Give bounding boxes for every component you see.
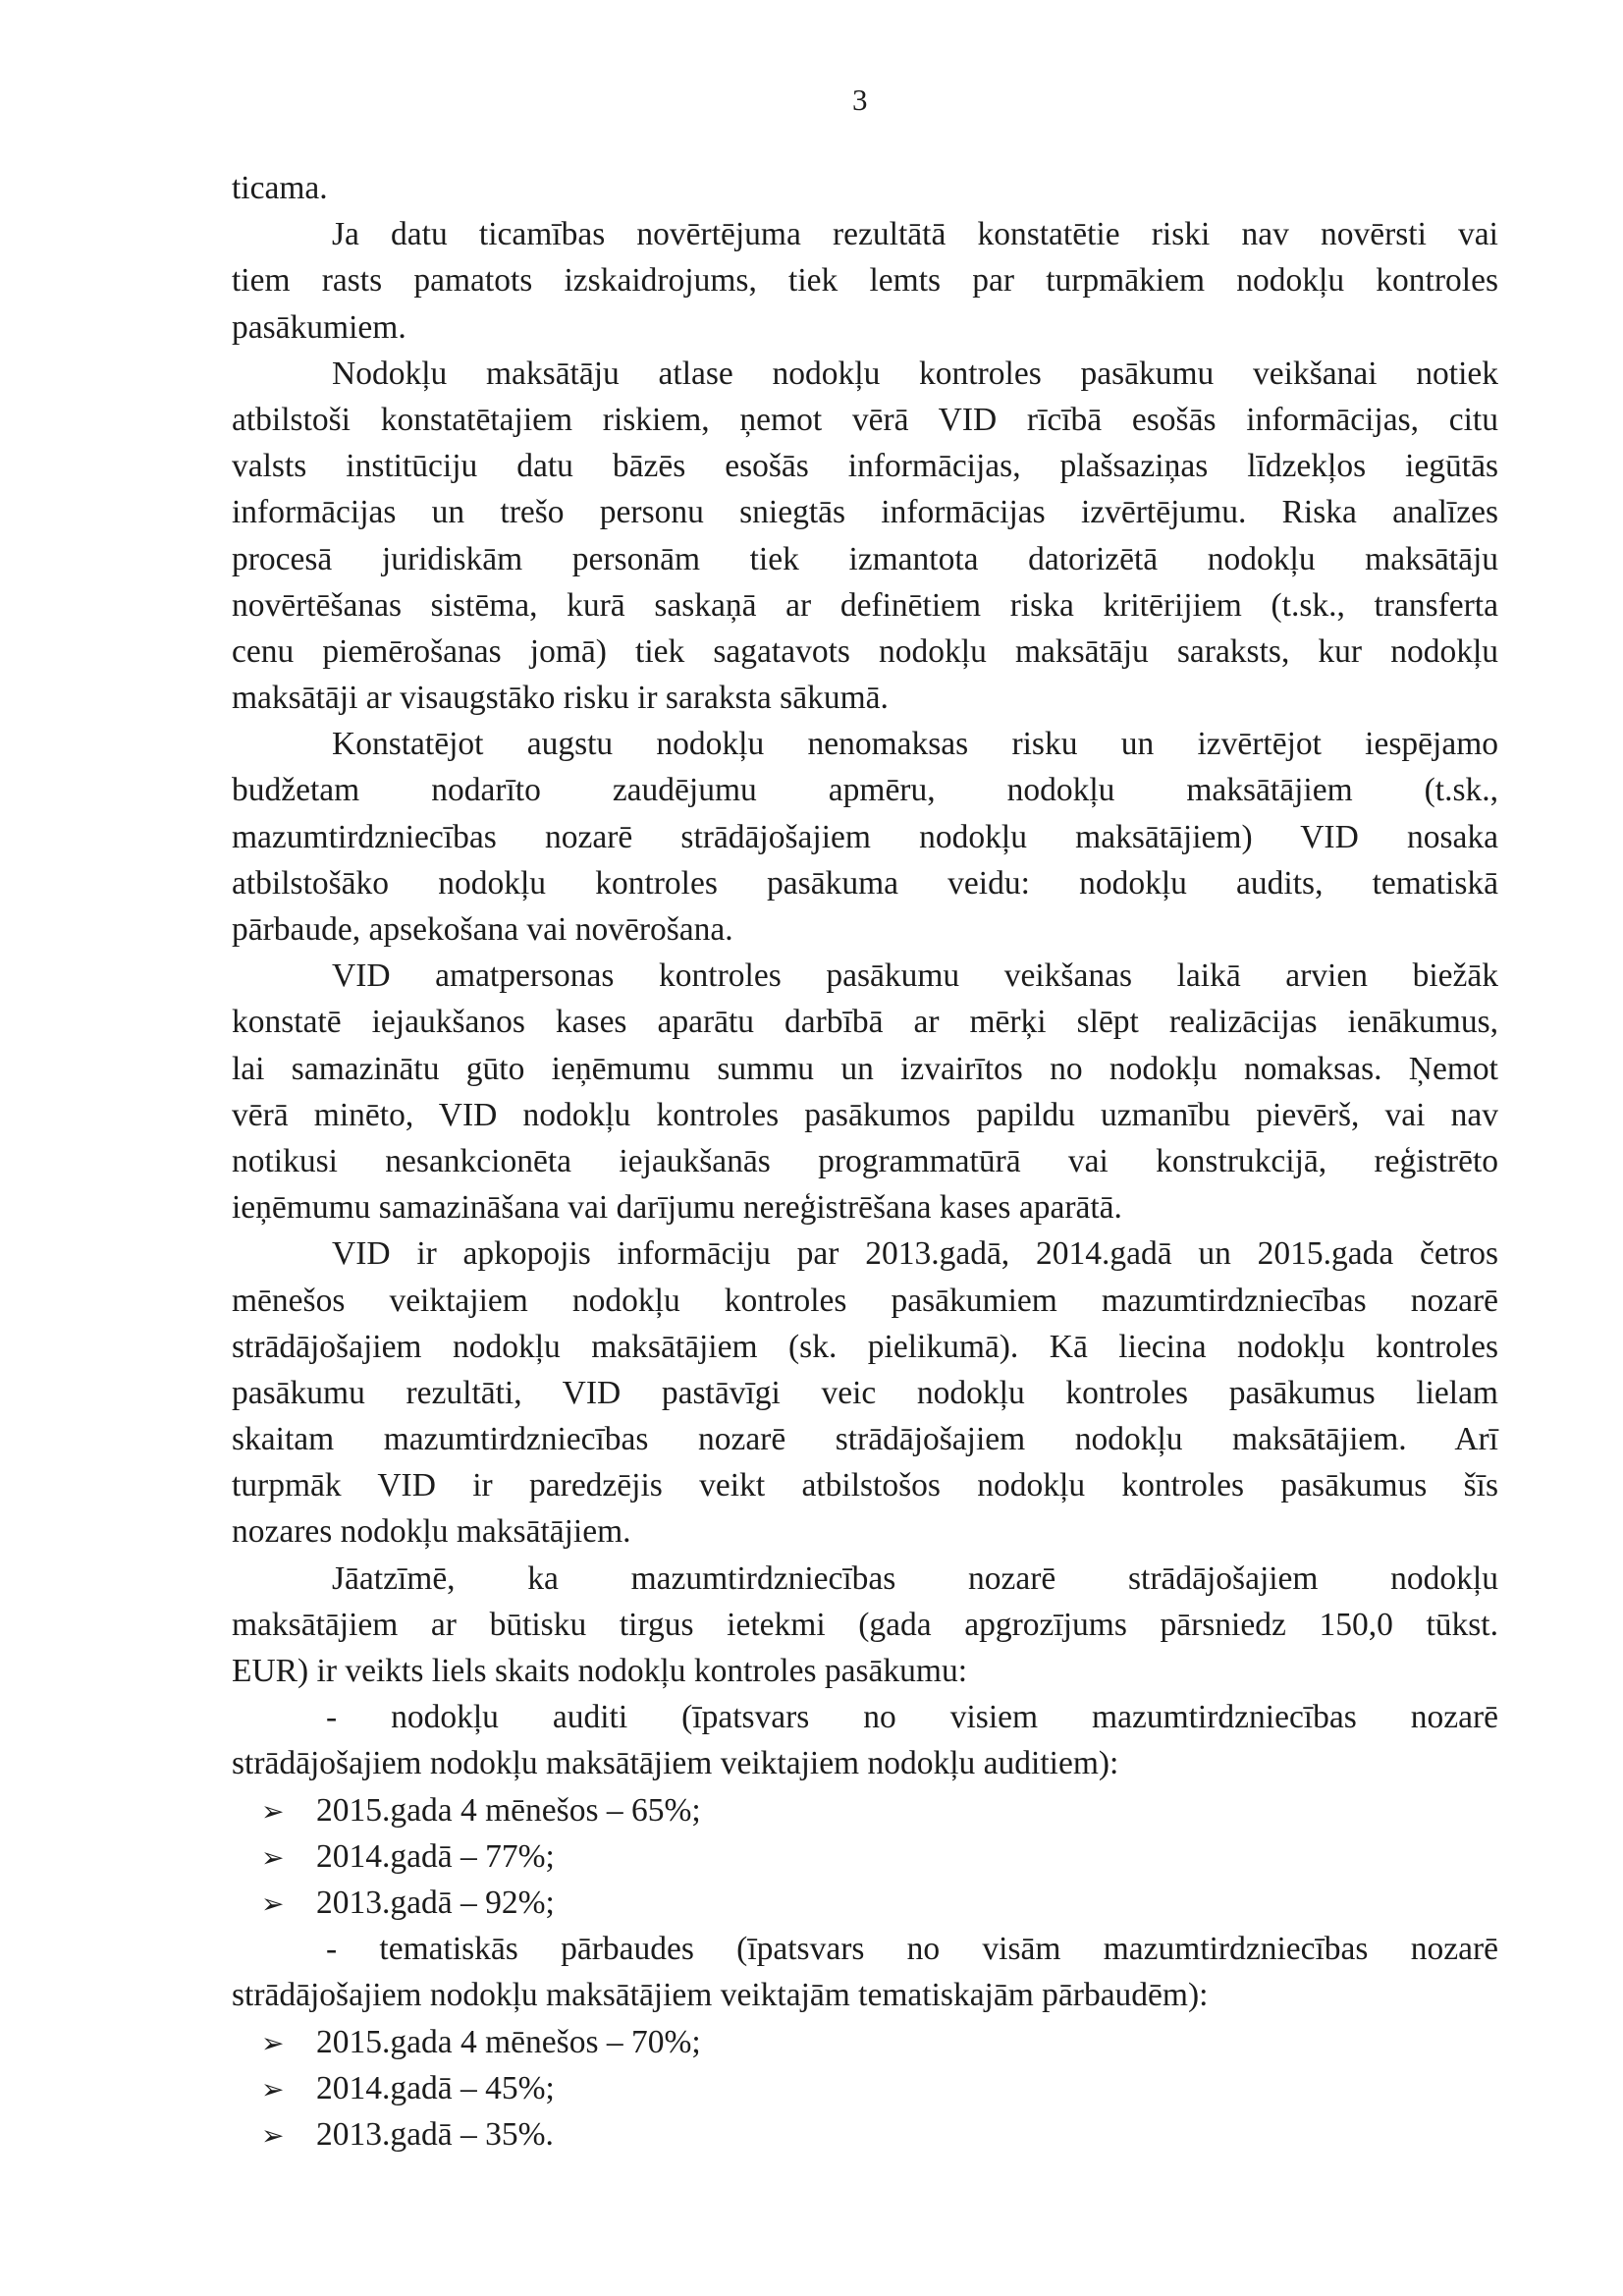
paragraph-line: pārbaude, apsekošana vai novērošana. <box>232 911 733 948</box>
paragraph-line: Ja datu ticamības novērtējuma rezultātā konstatētie riski nav novērsti vai <box>332 216 1498 253</box>
list-item <box>232 2019 1498 2065</box>
list-item-text: 2013.gadā – 92%; <box>316 1884 555 1921</box>
paragraph-line: vērā minēto, VID nodokļu kontroles pasākumos papildu uzmanību pievērš, vai nav <box>232 1096 1498 1133</box>
paragraph-line: novērtēšanas sistēma, kurā saskaņā ar definētiem riska kritērijiem (t.sk., transferta <box>232 586 1498 624</box>
paragraph-line: skaitam mazumtirdzniecības nozarē strādājošajiem nodokļu maksātājiem. Arī <box>232 1421 1498 1458</box>
list-intro-line: strādājošajiem nodokļu maksātājiem veiktajām tematiskajām pārbaudēm): <box>232 1977 1209 2014</box>
paragraph-line: mazumtirdzniecības nozarē strādājošajiem nodokļu maksātājiem) VID nosaka <box>232 818 1498 855</box>
paragraph-line: maksātāji ar visaugstāko risku ir saraksta sākumā. <box>232 680 889 717</box>
paragraph-line: ticama. <box>232 170 328 206</box>
paragraph-line: budžetam nodarīto zaudējumu apmēru, nodokļu maksātājiem (t.sk., <box>232 772 1498 809</box>
list-item <box>232 1787 1498 1833</box>
paragraph-line: Nodokļu maksātāju atlase nodokļu kontroles pasākumu veikšanai notiek <box>332 355 1498 392</box>
list-item <box>232 1833 1498 1880</box>
paragraph-line: pasākumiem. <box>232 308 406 346</box>
paragraph-line: pasākumu rezultāti, VID pastāvīgi veic nodokļu kontroles pasākumus lielam <box>232 1374 1498 1411</box>
paragraph-line: ieņēmumu samazināšana vai darījumu nereģistrēšana kases aparātā. <box>232 1189 1122 1227</box>
paragraph-line: valsts institūciju datu bāzēs esošās informācijas, plašsaziņas līdzekļos iegūtās <box>232 448 1498 485</box>
paragraph-line: EUR) ir veikts liels skaits nodokļu kontroles pasākumu: <box>232 1653 968 1689</box>
list-item-text: 2015.gada 4 mēnešos – 65%; <box>316 1791 701 1829</box>
paragraph-line: mēnešos veiktajiem nodokļu kontroles pasākumiem mazumtirdzniecības nozarē <box>232 1282 1498 1319</box>
list-item-text: 2015.gada 4 mēnešos – 70%; <box>316 2023 701 2060</box>
list-item-text: 2013.gadā – 35%. <box>316 2115 554 2153</box>
paragraph-line: procesā juridiskām personām tiek izmantota datorizētā nodokļu maksātāju <box>232 540 1498 577</box>
list-intro-line: - nodokļu auditi (īpatsvars no visiem mazumtirdzniecības nozarē <box>326 1699 1498 1736</box>
list-item-text: 2014.gadā – 77%; <box>316 1837 555 1875</box>
paragraph-line: notikusi nesankcionēta iejaukšanās programmatūrā vai konstrukcijā, reģistrēto <box>232 1142 1498 1179</box>
list-item <box>232 2065 1498 2111</box>
paragraph-line: atbilstošāko nodokļu kontroles pasākuma veidu: nodokļu audits, tematiskā <box>232 864 1498 902</box>
page-number: 3 <box>852 82 868 117</box>
arrow-bullet-icon: ➢ <box>261 1886 285 1920</box>
paragraph-line: Konstatējot augstu nodokļu nenomaksas risku un izvērtējot iespējamo <box>332 726 1498 763</box>
paragraph-line: turpmāk VID ir paredzējis veikt atbilstošos nodokļu kontroles pasākumus šīs <box>232 1467 1498 1504</box>
paragraph-line: Jāatzīmē, ka mazumtirdzniecības nozarē strādājošajiem nodokļu <box>332 1559 1498 1597</box>
paragraph-line: nozares nodokļu maksātājiem. <box>232 1513 631 1551</box>
paragraph-line: konstatē iejaukšanos kases aparātu darbībā ar mērķi slēpt realizācijas ienākumus, <box>232 1004 1498 1041</box>
paragraph-line: atbilstoši konstatētajiem riskiem, ņemot vērā VID rīcībā esošās informācijas, citu <box>232 401 1498 438</box>
list-item <box>232 1880 1498 1926</box>
arrow-bullet-icon: ➢ <box>261 2072 285 2105</box>
arrow-bullet-icon: ➢ <box>261 2026 285 2059</box>
paragraph-line: VID amatpersonas kontroles pasākumu veikšanas laikā arvien biežāk <box>332 957 1498 995</box>
paragraph-line: VID ir apkopojis informāciju par 2013.gadā, 2014.gadā un 2015.gada četros <box>332 1235 1498 1273</box>
list-intro-line: - tematiskās pārbaudes (īpatsvars no visām mazumtirdzniecības nozarē <box>326 1931 1498 1968</box>
arrow-bullet-icon: ➢ <box>261 2118 285 2152</box>
arrow-bullet-icon: ➢ <box>261 1840 285 1874</box>
paragraph-line: maksātājiem ar būtisku tirgus ietekmi (gada apgrozījums pārsniedz 150,0 tūkst. <box>232 1606 1498 1643</box>
list-item <box>232 2111 1498 2158</box>
paragraph-line: strādājošajiem nodokļu maksātājiem (sk. pielikumā). Kā liecina nodokļu kontroles <box>232 1328 1498 1365</box>
paragraph-line: tiem rasts pamatots izskaidrojums, tiek lemts par turpmākiem nodokļu kontroles <box>232 262 1498 300</box>
paragraph-line: cenu piemērošanas jomā) tiek sagatavots nodokļu maksātāju saraksts, kur nodokļu <box>232 632 1498 670</box>
arrow-bullet-icon: ➢ <box>261 1794 285 1828</box>
list-item-text: 2014.gadā – 45%; <box>316 2069 555 2106</box>
body-text <box>232 165 1498 2158</box>
list-intro-line: strādājošajiem nodokļu maksātājiem veiktajiem nodokļu auditiem): <box>232 1745 1119 1782</box>
paragraph-line: informācijas un trešo personu sniegtās informācijas izvērtējumu. Riska analīzes <box>232 494 1498 531</box>
paragraph-line: lai samazinātu gūto ieņēmumu summu un izvairītos no nodokļu nomaksas. Ņemot <box>232 1050 1498 1087</box>
